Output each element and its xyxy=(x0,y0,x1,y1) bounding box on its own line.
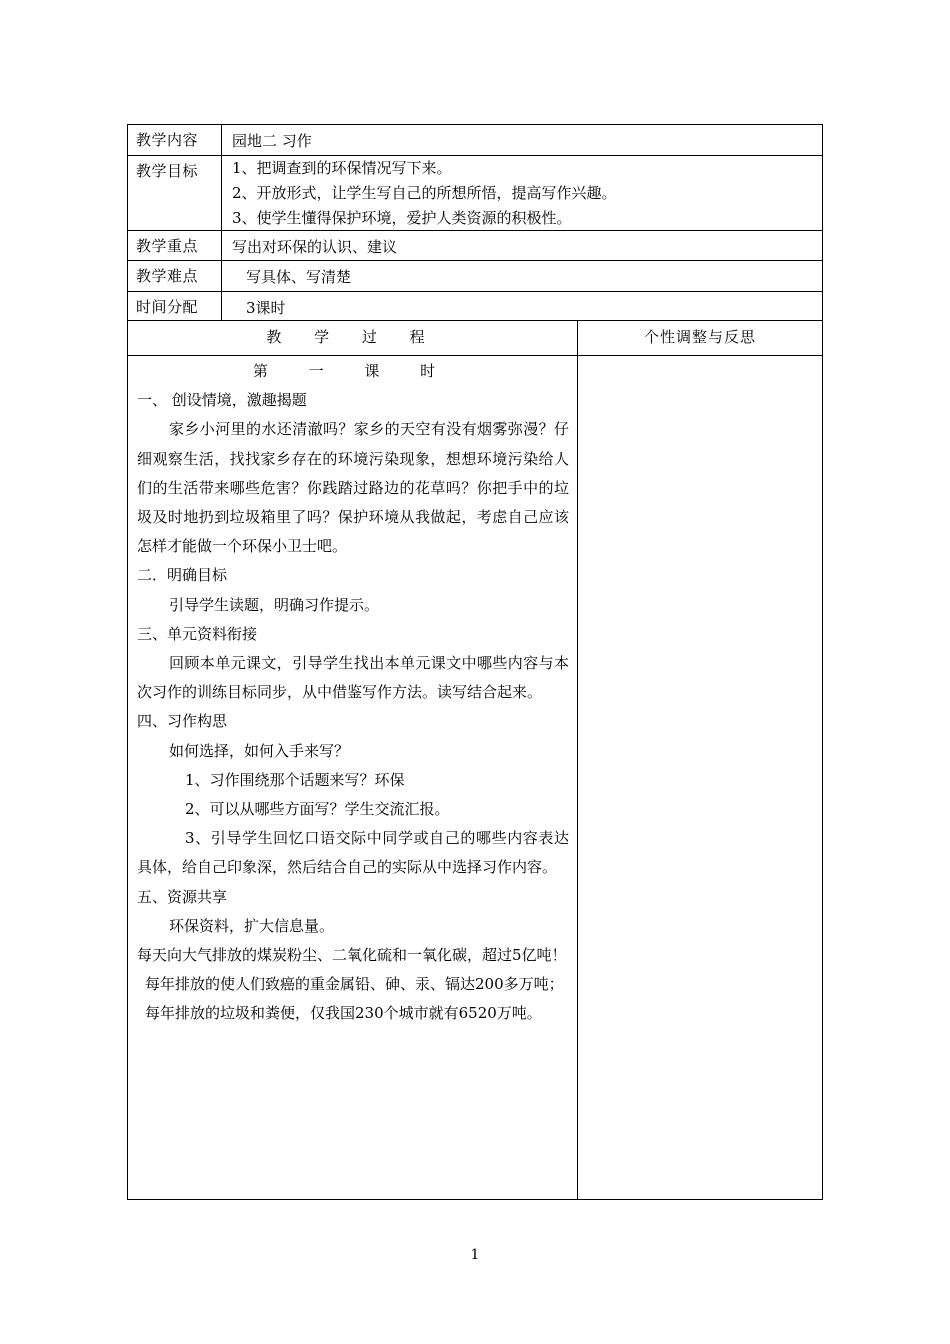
row-lesson-body xyxy=(128,356,822,1199)
section-heading-4: 四、习作构思 xyxy=(137,712,228,731)
section-heading-1: 一、 创设情境，激趣揭题 xyxy=(137,391,307,410)
row-time xyxy=(128,292,822,321)
label-key-points: 教学重点 xyxy=(128,231,222,260)
lesson-plan-table xyxy=(127,124,823,1200)
lesson-title: 第 一 课 时 xyxy=(252,362,454,380)
lesson-process xyxy=(128,356,578,1199)
row-key-points xyxy=(128,231,822,261)
reflection-header: 个性调整与反思 xyxy=(643,328,756,346)
value-time xyxy=(222,292,822,320)
section-heading-3: 三、单元资料衔接 xyxy=(137,624,258,643)
label-content: 教学内容 xyxy=(128,125,222,155)
row-difficulties xyxy=(128,261,822,292)
value-content xyxy=(222,125,822,155)
section-heading-2: 二．明确目标 xyxy=(137,566,228,585)
paragraph-resources: 环保资料，扩大信息量。 xyxy=(169,916,335,935)
label-difficulties: 教学难点 xyxy=(128,261,222,291)
page-number: 1 xyxy=(470,1247,480,1263)
row-process-header xyxy=(128,321,822,356)
content-text: 园地二 习作 xyxy=(232,132,312,150)
list-item-2: 2、可以从哪些方面写？学生交流汇报。 xyxy=(185,800,450,819)
fact-3: 每年排放的垃圾和粪便，仅我国230个城市就有6520万吨。 xyxy=(145,1004,542,1023)
objective-3: 3、使学生懂得保护环境，爱护人类资源的积极性。 xyxy=(232,209,572,227)
objective-2: 2、开放形式，让学生写自己的所想所悟，提高写作兴趣。 xyxy=(232,184,617,202)
list-item-1: 1、习作围绕那个话题来写？环保 xyxy=(185,770,405,789)
label-objectives: 教学目标 xyxy=(128,156,222,230)
label-time: 时间分配 xyxy=(128,292,222,320)
objective-1: 1、把调查到的环保情况写下来。 xyxy=(232,159,452,177)
value-key-points xyxy=(222,231,822,260)
fact-1: 每天向大气排放的煤炭粉尘、二氧化硫和一氧化碳，超过5亿吨！ xyxy=(137,946,567,965)
paragraph-review: 回顾本单元课文，引导学生找出本单元课文中哪些内容与本次习作的训练目标同步，从中借鉴写作方法。读写结合起来。 xyxy=(137,654,569,702)
reflection-area xyxy=(578,356,822,1199)
fact-2: 每年排放的使人们致癌的重金属铅、砷、汞、镉达200多万吨； xyxy=(145,975,564,994)
row-objectives xyxy=(128,156,822,231)
section-heading-5: 五、资源共享 xyxy=(137,887,228,906)
key-points-text: 写出对环保的认识、建议 xyxy=(232,238,398,256)
paragraph-question: 如何选择，如何入手来写？ xyxy=(169,741,350,760)
list-item-3: 3、引导学生回忆口语交际中同学或自己的哪些内容表达具体，给自己印象深，然后结合自己的实际从中选择习作内容。 xyxy=(137,829,569,877)
value-difficulties xyxy=(222,261,822,291)
process-header: 教 学 过 程 xyxy=(128,321,578,355)
row-content xyxy=(128,125,822,156)
paragraph-goal: 引导学生读题，明确习作提示。 xyxy=(169,595,380,614)
paragraph-intro: 家乡小河里的水还清澈吗？家乡的天空有没有烟雾弥漫？仔细观察生活，找找家乡存在的环境污染现象，想想环境污染给人们的生活带来哪些危害？你践踏过路边的花草吗？你把手中的垃圾及时地扔到垃圾箱里了吗？保护环境从我做起，考虑自己应该怎样才能做一个环保小卫士吧。 xyxy=(137,420,569,556)
difficulties-text: 写具体、写清楚 xyxy=(246,268,352,286)
value-objectives xyxy=(222,156,822,230)
time-text: 3课时 xyxy=(246,299,286,317)
